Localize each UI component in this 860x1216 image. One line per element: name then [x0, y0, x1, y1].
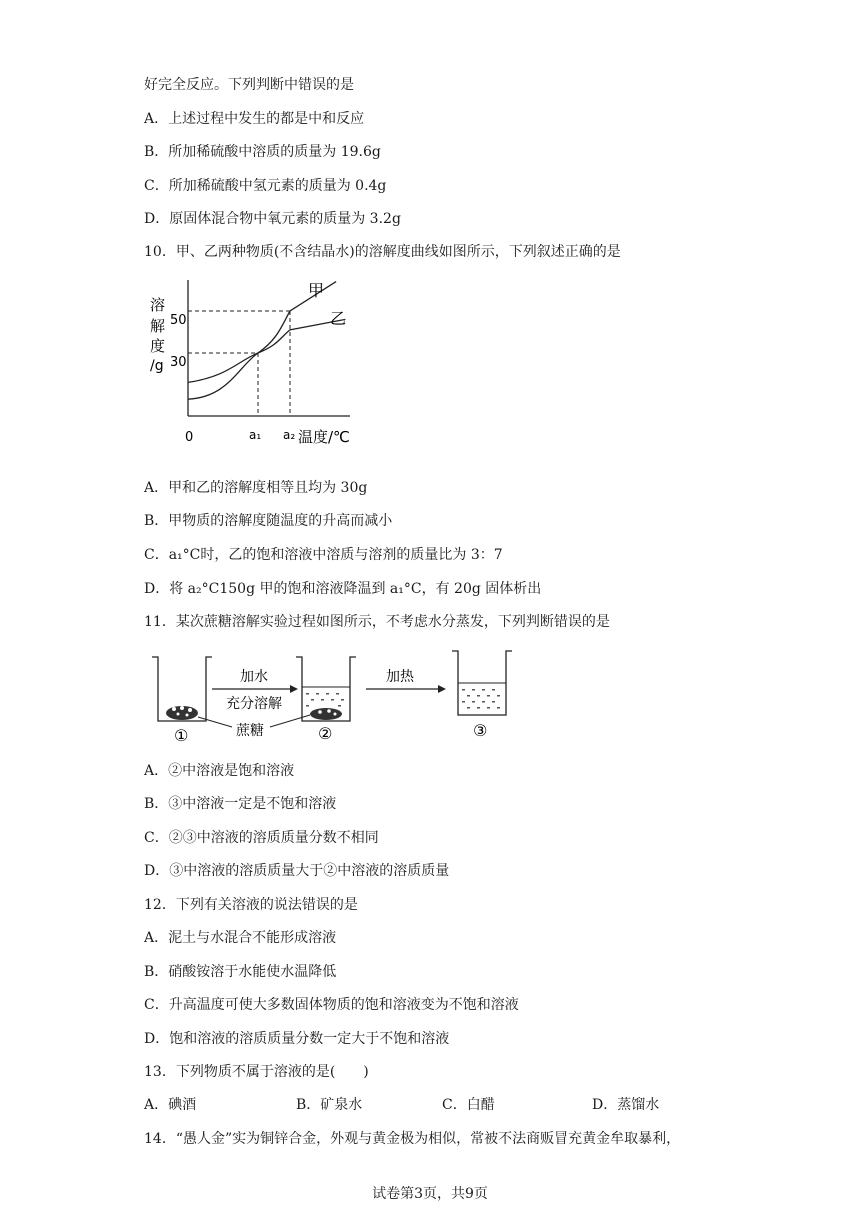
arrow-1	[212, 685, 298, 693]
q10-stem: 10．甲、乙两种物质(不含结晶水)的溶解度曲线如图所示，下列叙述正确的是	[144, 244, 621, 260]
q11-option-a: A．②中溶液是饱和溶液	[144, 763, 295, 779]
x-axis-label: 温度/℃	[298, 428, 350, 446]
solubility-chart	[140, 278, 360, 453]
beaker-1	[152, 657, 212, 721]
q10-option-c: C．a₁°C时，乙的饱和溶液中溶质与溶剂的质量比为 3：7	[144, 547, 503, 563]
beaker-label-1: ①	[174, 726, 189, 745]
beaker-label-2: ②	[318, 724, 333, 743]
arrow1-top-label: 加水	[240, 669, 268, 685]
q13-stem: 13．下列物质不属于溶液的是( )	[144, 1064, 369, 1080]
q9-option-b: B．所加稀硫酸中溶质的质量为 19.6g	[144, 144, 381, 160]
origin-label: 0	[185, 430, 194, 445]
y-axis-label-char: 溶	[150, 296, 166, 314]
x-tick-a1: a₁	[249, 428, 262, 442]
sugar-solid-2	[310, 708, 342, 720]
q9-tail: 好完全反应。下列判断中错误的是	[144, 77, 354, 93]
q11-option-d: D．③中溶液的溶质质量大于②中溶液的溶质质量	[144, 863, 450, 879]
q14-stem: 14．“愚人金”实为铜锌合金，外观与黄金极为相似，常被不法商贩冒充黄金牟取暴利，	[144, 1131, 681, 1147]
q13-option-a: A．碘酒	[144, 1097, 197, 1113]
curve-yi	[188, 319, 345, 382]
beaker-label-3: ③	[473, 721, 488, 740]
q10-option-d: D．将 a₂°C150g 甲的饱和溶液降温到 a₁°C，有 20g 固体析出	[144, 581, 542, 597]
series-label-jia: 甲	[308, 281, 325, 300]
q9-option-d: D．原固体混合物中氧元素的质量为 3.2g	[144, 211, 401, 227]
y-tick-50: 50	[170, 313, 187, 328]
q10-option-a: A．甲和乙的溶解度相等且均为 30g	[144, 480, 368, 496]
beaker-3	[452, 651, 512, 715]
q9-option-a: A．上述过程中发生的都是中和反应	[144, 111, 365, 127]
arrow-2	[366, 685, 446, 693]
q12-option-b: B．硝酸铵溶于水能使水温降低	[144, 964, 337, 980]
q9-option-c: C．所加稀硫酸中氢元素的质量为 0.4g	[144, 178, 387, 194]
q12-option-c: C．升高温度可使大多数固体物质的饱和溶液变为不饱和溶液	[144, 997, 519, 1013]
arrow2-top-label: 加热	[386, 669, 414, 685]
q12-option-d: D．饱和溶液的溶质质量分数一定大于不饱和溶液	[144, 1031, 450, 1047]
q12-stem: 12．下列有关溶液的说法错误的是	[144, 897, 358, 913]
sucrose-label: 蔗糖	[236, 723, 264, 739]
q11-option-b: B．③中溶液一定是不饱和溶液	[144, 796, 337, 812]
q12-option-a: A．泥土与水混合不能形成溶液	[144, 930, 337, 946]
page-footer: 试卷第3页，共9页	[372, 1186, 488, 1202]
series-label-yi: 乙	[330, 309, 347, 328]
beaker-figure	[140, 645, 560, 745]
q13-option-b: B．矿泉水	[296, 1097, 363, 1113]
q13-option-d: D．蒸馏水	[592, 1097, 660, 1113]
q10-option-b: B．甲物质的溶解度随温度的升高而减小	[144, 513, 393, 529]
y-tick-30: 30	[170, 355, 187, 370]
y-axis-label	[150, 296, 165, 374]
y-axis-label-char: /g	[150, 358, 164, 374]
beaker-2	[296, 657, 356, 721]
q13-option-c: C．白醋	[442, 1097, 495, 1113]
q11-option-c: C．②③中溶液的溶质质量分数不相同	[144, 830, 379, 846]
x-tick-a2: a₂	[283, 428, 296, 442]
y-axis-label-char: 解	[150, 317, 166, 335]
arrow1-bottom-label: 充分溶解	[226, 696, 282, 712]
y-axis-label-char: 度	[150, 337, 166, 355]
q11-stem: 11．某次蔗糖溶解实验过程如图所示，不考虑水分蒸发，下列判断错误的是	[144, 614, 610, 630]
